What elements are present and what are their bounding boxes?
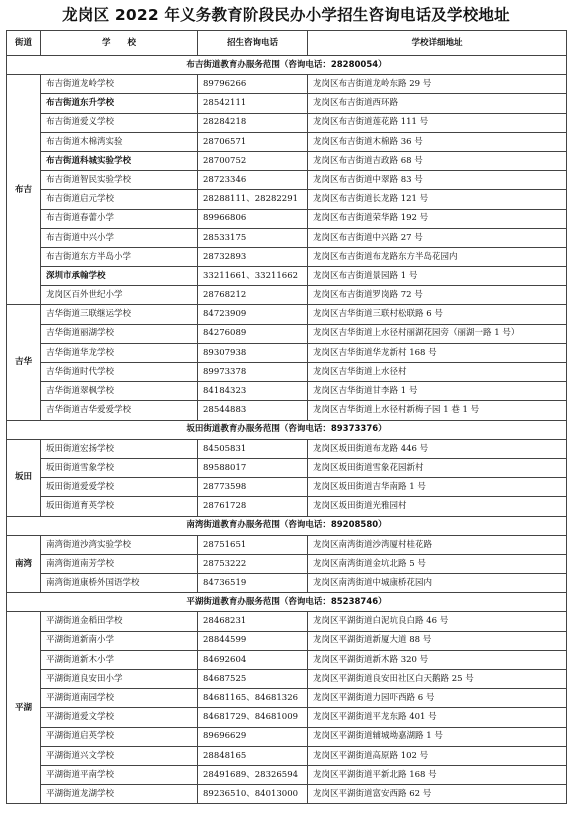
school-address: 龙岗区布吉街道荣华路 192 号: [308, 209, 567, 228]
school-address: 龙岗区吉华街道华龙新村 168 号: [308, 343, 567, 362]
school-name: 南湾街道康桥外国语学校: [41, 574, 198, 593]
school-address: 龙岗区平湖街道良安田社区白天鹅路 25 号: [308, 670, 567, 689]
table-row: [7, 247, 567, 266]
school-name: 龙岗区百外世纪小学: [41, 286, 198, 305]
header-row: [7, 31, 567, 56]
table-row: [7, 190, 567, 209]
street-name: 坂田: [7, 439, 41, 516]
phone-number: 28468231: [198, 612, 308, 631]
table-row: [7, 228, 567, 247]
table-row: [7, 670, 567, 689]
school-name: 平湖街道新南小学: [41, 631, 198, 650]
table-row: [7, 209, 567, 228]
school-name: 坂田街道爱爱学校: [41, 478, 198, 497]
school-name: 吉华街道翠枫学校: [41, 382, 198, 401]
table-row: [7, 727, 567, 746]
school-address: 龙岗区布吉街道莲花路 111 号: [308, 113, 567, 132]
table-row: [7, 439, 567, 458]
school-name: 平湖街道平南学校: [41, 765, 198, 784]
table-row: [7, 689, 567, 708]
phone-number: 84505831: [198, 439, 308, 458]
office-contact: 坂田街道教育办服务范围（咨询电话：89373376）: [7, 420, 567, 439]
school-address: 龙岗区坂田街道光雅园村: [308, 497, 567, 516]
table-row: [7, 631, 567, 650]
phone-number: 84736519: [198, 574, 308, 593]
phone-number: 28706571: [198, 132, 308, 151]
table-row: [7, 708, 567, 727]
table-row: [7, 574, 567, 593]
header-phone: 招生咨询电话: [198, 31, 308, 56]
header-school: 学 校: [41, 31, 198, 56]
school-address: 龙岗区平湖街道新厦大道 88 号: [308, 631, 567, 650]
school-address: 龙岗区吉华街道上水径村新梅子园 1 巷 1 号: [308, 401, 567, 420]
phone-number: 84184323: [198, 382, 308, 401]
school-name: 平湖街道金稻田学校: [41, 612, 198, 631]
school-address: 龙岗区坂田街道布龙路 446 号: [308, 439, 567, 458]
phone-number: 89588017: [198, 458, 308, 477]
table-row: [7, 478, 567, 497]
school-name: 吉华街道三联继运学校: [41, 305, 198, 324]
school-address: 龙岗区吉华街道上水径村: [308, 363, 567, 382]
school-name: 布吉街道智民实验学校: [41, 171, 198, 190]
school-address: 龙岗区布吉街道景园路 1 号: [308, 267, 567, 286]
school-address: 龙岗区布吉街道中兴路 27 号: [308, 228, 567, 247]
table-row: [7, 650, 567, 669]
school-name: 布吉街道中兴小学: [41, 228, 198, 247]
school-address: 龙岗区布吉街道罗岗路 72 号: [308, 286, 567, 305]
school-name: 布吉街道春蕾小学: [41, 209, 198, 228]
school-address: 龙岗区平湖街道白泥坑良白路 46 号: [308, 612, 567, 631]
school-address: 龙岗区坂田街道雪象花园新村: [308, 458, 567, 477]
school-name: 布吉街道东方半岛小学: [41, 247, 198, 266]
phone-number: 28753222: [198, 554, 308, 573]
school-name: 平湖街道兴文学校: [41, 746, 198, 765]
school-name: 布吉街道东升学校: [41, 94, 198, 113]
table-row: [7, 497, 567, 516]
school-name: 布吉街道龙岭学校: [41, 75, 198, 94]
phone-number: 84681165、84681326: [198, 689, 308, 708]
school-name: 布吉街道科城实验学校: [41, 151, 198, 170]
school-name: 平湖街道爱文学校: [41, 708, 198, 727]
phone-number: 28768212: [198, 286, 308, 305]
office-contact: 南湾街道教育办服务范围（咨询电话：89208580）: [7, 516, 567, 535]
table-row: [7, 286, 567, 305]
office-contact: 布吉街道教育办服务范围（咨询电话：28280054）: [7, 56, 567, 75]
table-row: [7, 765, 567, 784]
office-row: [7, 56, 567, 75]
phone-number: 28723346: [198, 171, 308, 190]
phone-number: 28844599: [198, 631, 308, 650]
phone-number: 84692604: [198, 650, 308, 669]
school-address: 龙岗区布吉街道中翠路 83 号: [308, 171, 567, 190]
table-row: [7, 151, 567, 170]
phone-number: 28491689、28326594: [198, 765, 308, 784]
school-address: 龙岗区平湖街道新木路 320 号: [308, 650, 567, 669]
office-contact: 平湖街道教育办服务范围（咨询电话：85238746）: [7, 593, 567, 612]
phone-number: 89966806: [198, 209, 308, 228]
office-row: [7, 593, 567, 612]
school-name: 布吉街道木棉湾实验: [41, 132, 198, 151]
phone-number: 28533175: [198, 228, 308, 247]
phone-number: 89696629: [198, 727, 308, 746]
phone-number: 28288111、28282291: [198, 190, 308, 209]
table-row: [7, 401, 567, 420]
phone-number: 28284218: [198, 113, 308, 132]
phone-number: 33211661、33211662: [198, 267, 308, 286]
phone-number: 84681729、84681009: [198, 708, 308, 727]
school-name: 坂田街道雪象学校: [41, 458, 198, 477]
street-name: 吉华: [7, 305, 41, 420]
school-name: 吉华街道华龙学校: [41, 343, 198, 362]
school-name: 坂田街道宏扬学校: [41, 439, 198, 458]
school-name: 平湖街道良安田小学: [41, 670, 198, 689]
school-address: 龙岗区吉华街道三联村松联路 6 号: [308, 305, 567, 324]
school-address: 龙岗区布吉街道吉政路 68 号: [308, 151, 567, 170]
phone-number: 28700752: [198, 151, 308, 170]
street-name: 布吉: [7, 75, 41, 305]
school-name: 南湾街道南芳学校: [41, 554, 198, 573]
school-address: 龙岗区布吉街道长龙路 121 号: [308, 190, 567, 209]
phone-number: 28848165: [198, 746, 308, 765]
table-row: [7, 612, 567, 631]
school-address: 龙岗区平湖街道平龙东路 401 号: [308, 708, 567, 727]
table-row: [7, 267, 567, 286]
school-name: 平湖街道新木小学: [41, 650, 198, 669]
school-address: 龙岗区布吉街道龙岭东路 29 号: [308, 75, 567, 94]
table-row: [7, 746, 567, 765]
school-address: 龙岗区吉华街道甘李路 1 号: [308, 382, 567, 401]
school-name: 平湖街道南园学校: [41, 689, 198, 708]
phone-number: 89796266: [198, 75, 308, 94]
phone-number: 28544883: [198, 401, 308, 420]
table-row: [7, 113, 567, 132]
school-address: 龙岗区平湖街道辅城坳嘉湖路 1 号: [308, 727, 567, 746]
school-address: 龙岗区吉华街道上水径村丽湖花园旁（丽湖一路 1 号）: [308, 324, 567, 343]
table-row: [7, 343, 567, 362]
school-address: 龙岗区布吉街道西环路: [308, 94, 567, 113]
school-address: 龙岗区南湾街道沙湾厦村桂花路: [308, 535, 567, 554]
school-name: 南湾街道沙湾实验学校: [41, 535, 198, 554]
table-row: [7, 535, 567, 554]
school-address: 龙岗区平湖街道富安西路 62 号: [308, 785, 567, 804]
phone-number: 28542111: [198, 94, 308, 113]
phone-number: 28751651: [198, 535, 308, 554]
school-address: 龙岗区坂田街道吉华南路 1 号: [308, 478, 567, 497]
header-street: 街道: [7, 31, 41, 56]
table-row: [7, 94, 567, 113]
school-address: 龙岗区布吉街道布龙路东方半岛花园内: [308, 247, 567, 266]
table-row: [7, 382, 567, 401]
header-address: 学校详细地址: [308, 31, 567, 56]
school-name: 平湖街道启英学校: [41, 727, 198, 746]
street-name: 南湾: [7, 535, 41, 593]
phone-number: 28773598: [198, 478, 308, 497]
school-address: 龙岗区平湖街道力园吓西路 6 号: [308, 689, 567, 708]
school-name: 平湖街道龙湖学校: [41, 785, 198, 804]
phone-number: 84723909: [198, 305, 308, 324]
phone-number: 84687525: [198, 670, 308, 689]
school-address: 龙岗区南湾街道金坑北路 5 号: [308, 554, 567, 573]
table-row: [7, 75, 567, 94]
office-row: [7, 516, 567, 535]
table-row: [7, 305, 567, 324]
table-row: [7, 324, 567, 343]
school-name: 布吉街道爱义学校: [41, 113, 198, 132]
phone-number: 84276089: [198, 324, 308, 343]
school-address: 龙岗区布吉街道木棉路 36 号: [308, 132, 567, 151]
school-table: [6, 30, 567, 804]
street-name: 平湖: [7, 612, 41, 804]
school-name: 吉华街道时代学校: [41, 363, 198, 382]
school-address: 龙岗区平湖街道高原路 102 号: [308, 746, 567, 765]
school-address: 龙岗区南湾街道中城康桥花园内: [308, 574, 567, 593]
table-row: [7, 171, 567, 190]
phone-number: 89307938: [198, 343, 308, 362]
table-row: [7, 363, 567, 382]
phone-number: 89236510、84013000: [198, 785, 308, 804]
phone-number: 28732893: [198, 247, 308, 266]
office-row: [7, 420, 567, 439]
school-address: 龙岗区平湖街道平新北路 168 号: [308, 765, 567, 784]
school-name: 坂田街道育英学校: [41, 497, 198, 516]
phone-number: 89973378: [198, 363, 308, 382]
table-row: [7, 132, 567, 151]
page-title: 龙岗区 2022 年义务教育阶段民办小学招生咨询电话及学校地址: [62, 6, 510, 24]
school-name: 布吉街道启元学校: [41, 190, 198, 209]
phone-number: 28761728: [198, 497, 308, 516]
school-name: 吉华街道吉华爱爱学校: [41, 401, 198, 420]
school-name: 深圳市承翰学校: [41, 267, 198, 286]
school-name: 吉华街道丽湖学校: [41, 324, 198, 343]
table-row: [7, 554, 567, 573]
table-row: [7, 458, 567, 477]
table-body: [7, 56, 567, 804]
table-row: [7, 785, 567, 804]
